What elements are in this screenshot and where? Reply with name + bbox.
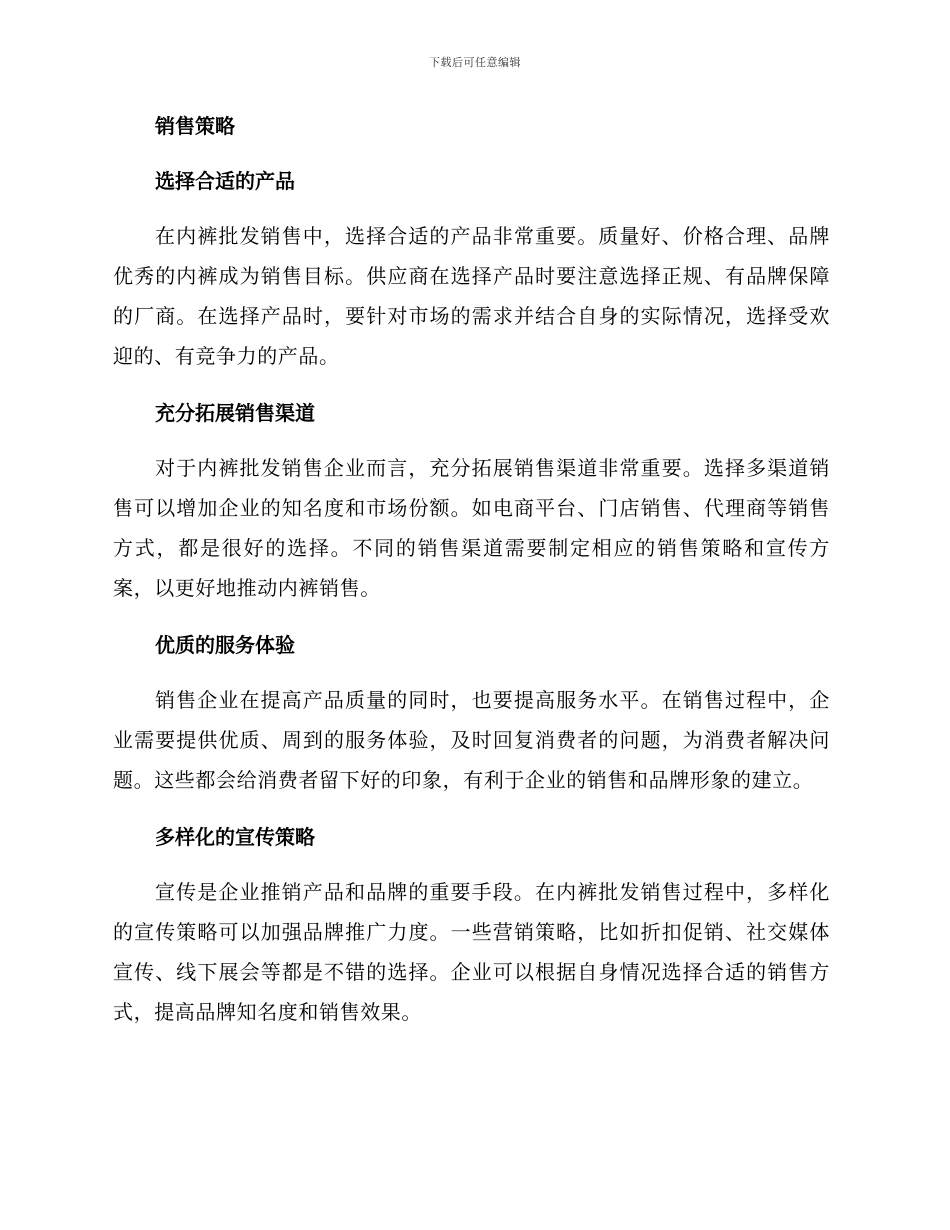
section-paragraph: 宣传是企业推销产品和品牌的重要手段。在内裤批发销售过程中，多样化的宣传策略可以加强品牌推广力度。一些营销策略，比如折扣促销、社交媒体宣传、线下展会等都是不错的选择。企业可以根据自身情况选择合适的销售方式，提高品牌知名度和销售效果。 <box>113 880 830 1024</box>
document-title: 销售策略 <box>155 114 235 138</box>
header-note: 下载后可任意编辑 <box>429 56 521 69</box>
section-paragraph: 对于内裤批发销售企业而言，充分拓展销售渠道非常重要。选择多渠道销售可以增加企业的知名度和市场份额。如电商平台、门店销售、代理商等销售方式，都是很好的选择。不同的销售渠道需要制定相应的销售策略和宣传方案，以更好地推动内裤销售。 <box>113 456 830 600</box>
section-heading: 多样化的宣传策略 <box>155 825 315 849</box>
section-heading: 优质的服务体验 <box>155 633 295 657</box>
section-heading: 充分拓展销售渠道 <box>155 401 315 425</box>
section-paragraph: 销售企业在提高产品质量的同时，也要提高服务水平。在销售过程中，企业需要提供优质、周到的服务体验，及时回复消费者的问题，为消费者解决问题。这些都会给消费者留下好的印象，有利于企业的销售和品牌形象的建立。 <box>113 688 830 792</box>
section-paragraph: 在内裤批发销售中，选择合适的产品非常重要。质量好、价格合理、品牌优秀的内裤成为销售目标。供应商在选择产品时要注意选择正规、有品牌保障的厂商。在选择产品时，要针对市场的需求并结合自身的实际情况，选择受欢迎的、有竞争力的产品。 <box>113 224 830 368</box>
section-heading: 选择合适的产品 <box>155 169 295 193</box>
document-content <box>113 112 830 1055</box>
